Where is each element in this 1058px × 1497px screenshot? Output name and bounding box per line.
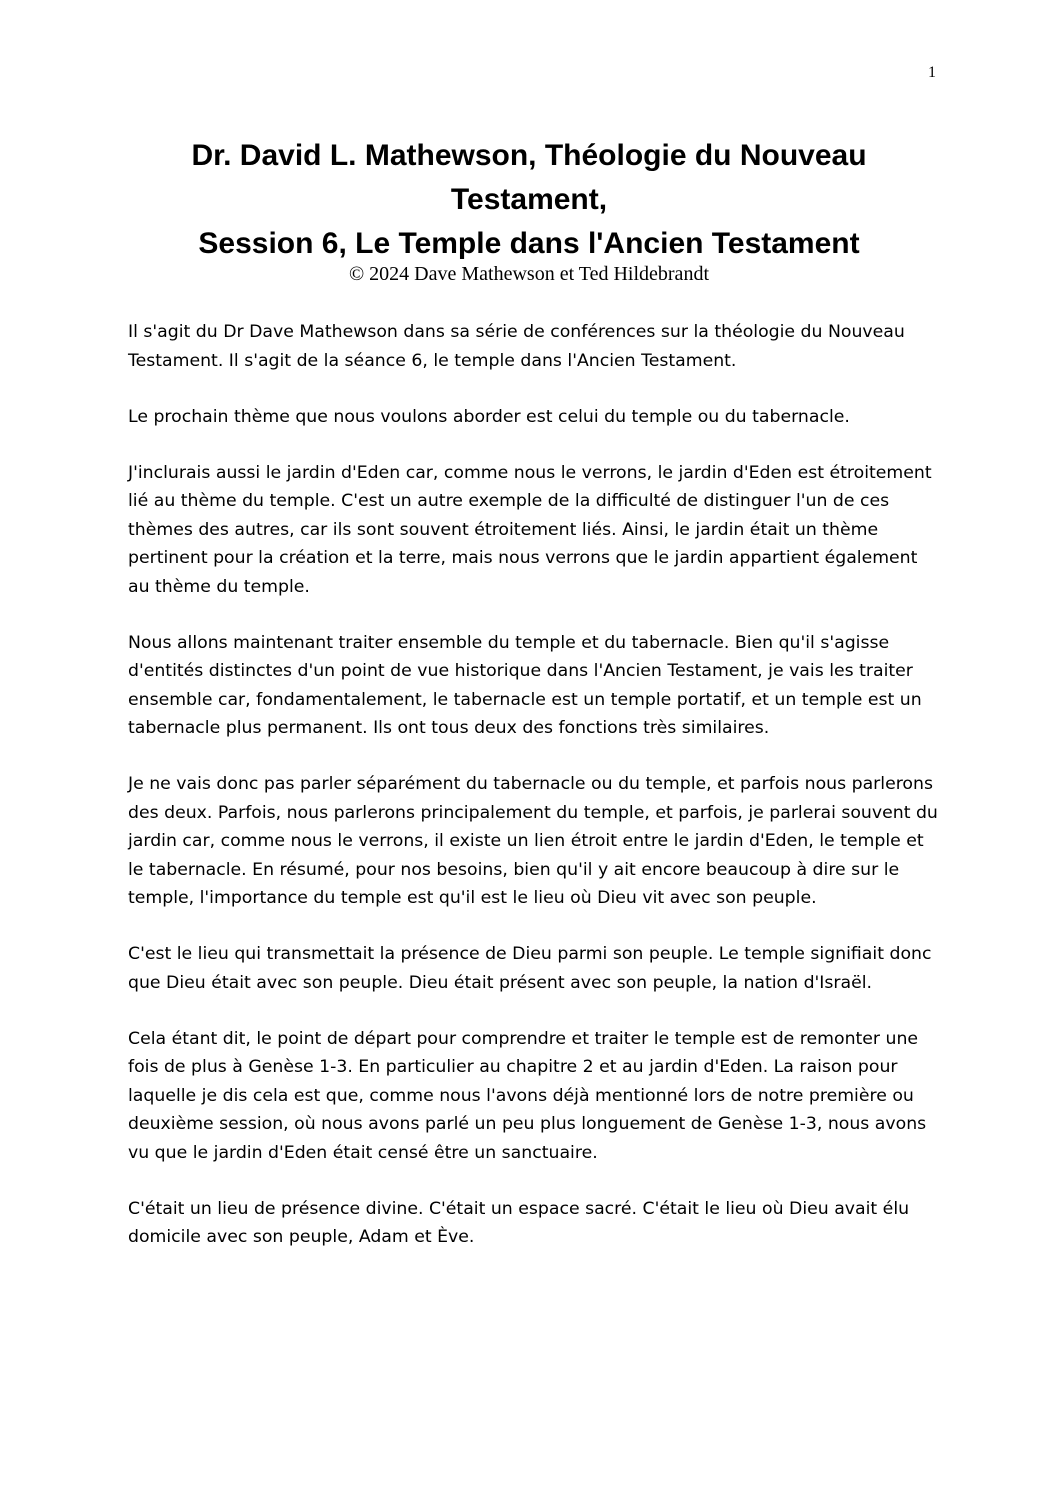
title-line-3: Session 6, Le Temple dans l'Ancien Testament [198, 227, 860, 260]
document-header [100, 134, 958, 286]
paragraph: J'inclurais aussi le jardin d'Eden car, comme nous le verrons, le jardin d'Eden est étroitement lié au thème du temple. C'est un autre exemple de la difficulté de distinguer l'un de ces thèmes des autres, car ils sont souvent étroitement liés. Ainsi, le jardin était un thème pertinent pour la création et la terre, mais nous verrons que le jardin appartient également au thème du temple. [128, 462, 932, 597]
paragraph: Cela étant dit, le point de départ pour comprendre et traiter le temple est de remonter une fois de plus à Genèse 1-3. En particulier au chapitre 2 et au jardin d'Eden. La raison pour laquelle je dis cela est que, comme nous l'avons déjà mentionné lors de notre première ou deuxième session, où nous avons parlé un peu plus longuement de Genèse 1-3, nous avons vu que le jardin d'Eden était censé être un sanctuaire. [128, 1028, 927, 1163]
title-line-1: Dr. David L. Mathewson, Théologie du Nouveau [191, 139, 867, 172]
copyright-notice: © 2024 Dave Mathewson et Ted Hildebrandt [348, 263, 709, 285]
page-number: 1 [928, 64, 936, 81]
document-title [100, 134, 958, 266]
paragraph: Le prochain thème que nous voulons aborder est celui du temple ou du tabernacle. [128, 406, 850, 427]
paragraph: Il s'agit du Dr Dave Mathewson dans sa série de conférences sur la théologie du Nouveau Testament. Il s'agit de la séance 6, le temple dans l'Ancien Testament. [128, 322, 905, 371]
title-line-2: Testament, [450, 183, 608, 216]
paragraph: C'est le lieu qui transmettait la présence de Dieu parmi son peuple. Le temple signifiait donc que Dieu était avec son peuple. Dieu était présent avec son peuple, la nation d'Israël. [128, 944, 932, 993]
paragraph: Je ne vais donc pas parler séparément du tabernacle ou du temple, et parfois nous parlerons des deux. Parfois, nous parlerons principalement du temple, et parfois, je parlerai souvent du jardin car, comme nous le verrons, il existe un lien étroit entre le jardin d'Eden, le temple et le tabernacle. En résumé, pour nos besoins, bien qu'il y ait encore beaucoup à dire sur le temple, l'importance du temple est qu'il est le lieu où Dieu vit avec son peuple. [128, 774, 938, 908]
paragraph: C'était un lieu de présence divine. C'était un espace sacré. C'était le lieu où Dieu avait élu domicile avec son peuple, Adam et Ève. [128, 1198, 910, 1247]
paragraph: Nous allons maintenant traiter ensemble du temple et du tabernacle. Bien qu'il s'agisse d'entités distinctes d'un point de vue historique dans l'Ancien Testament, je vais les traiter ensemble car, fondamentalement, le tabernacle est un temple portatif, et un temple est un tabernacle plus permanent. Ils ont tous deux des fonctions très similaires. [128, 632, 922, 738]
document-body [128, 318, 938, 1279]
